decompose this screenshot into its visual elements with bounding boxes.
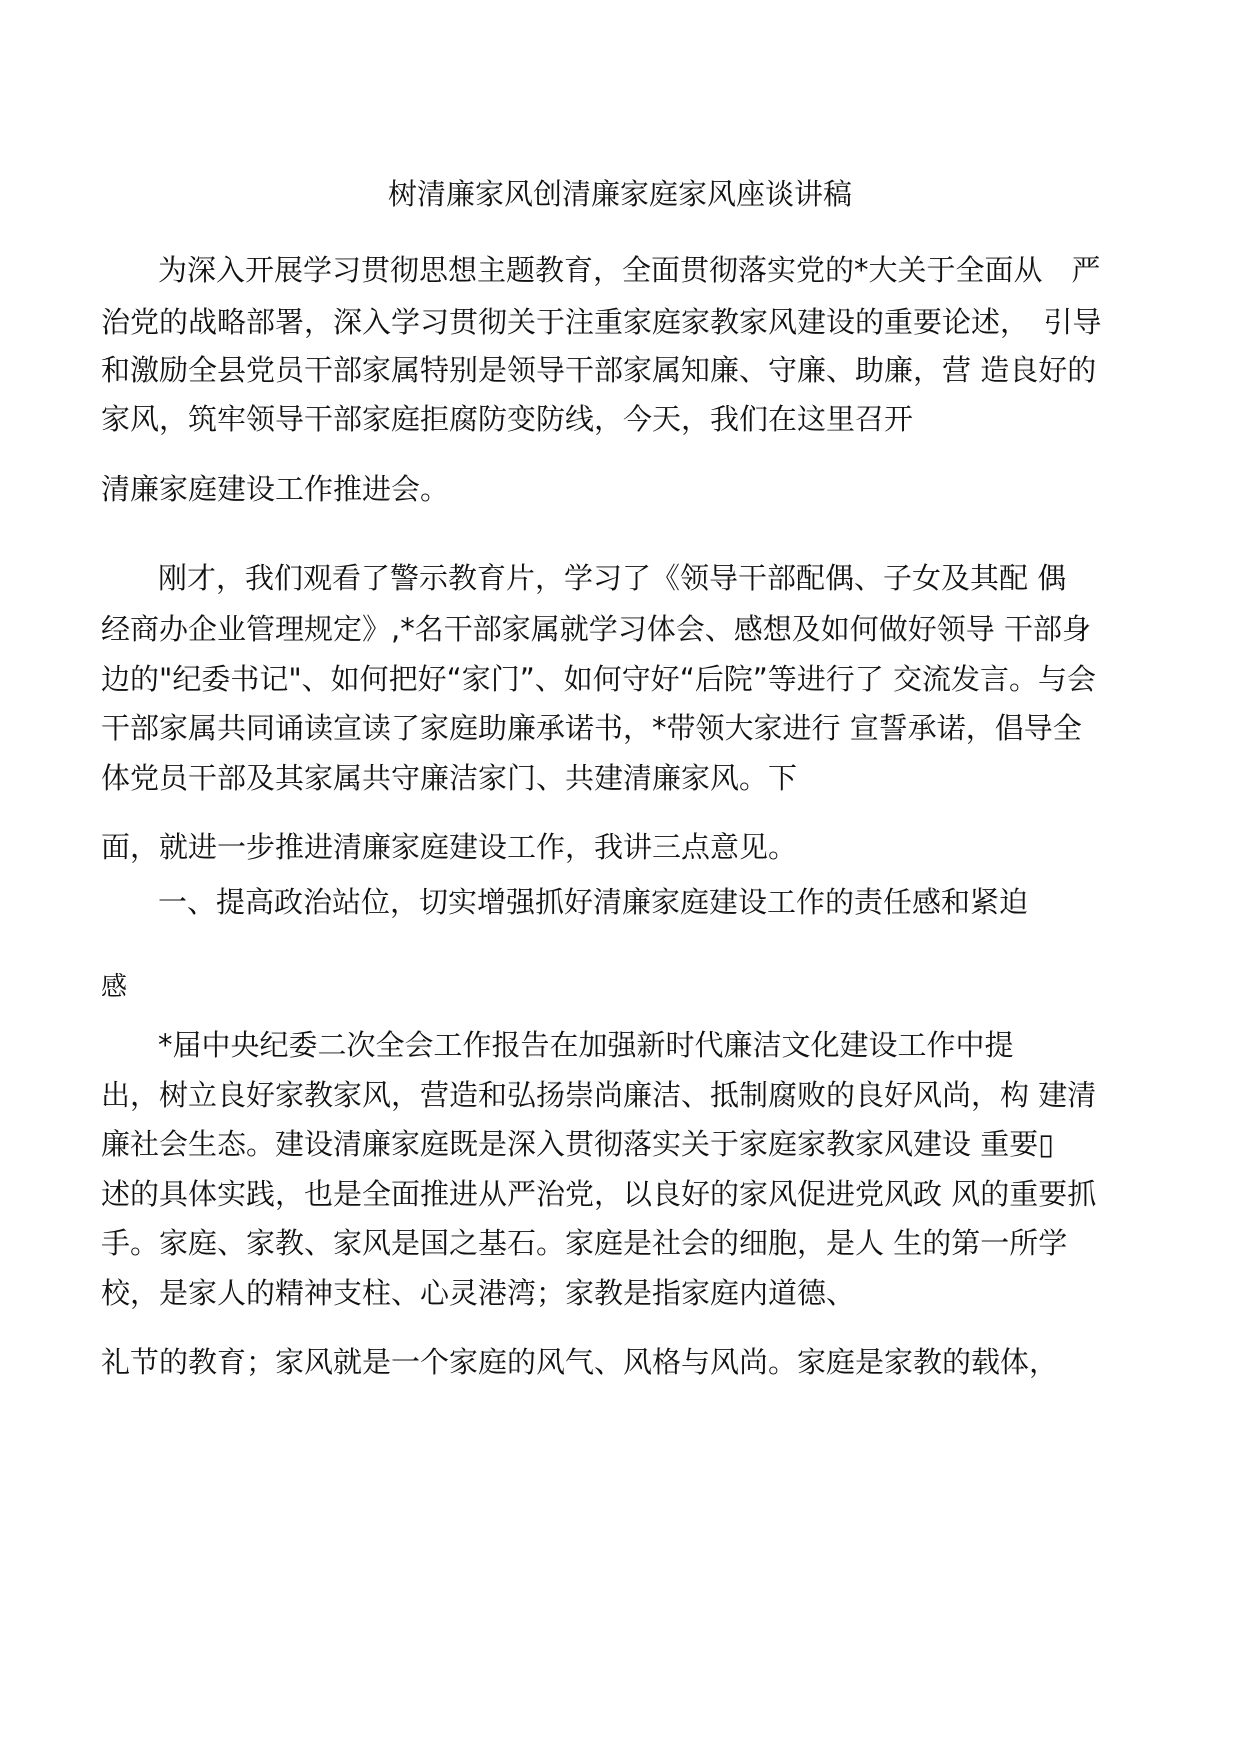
paragraph1-line: 清廉家庭建设工作推进会。 (101, 472, 450, 506)
paragraph3-line: 手。家庭、家教、家风是国之基石。家庭是社会的细胞，是人 生的第一所学 (101, 1226, 1068, 1260)
paragraph1-line: 和激励全县党员干部家属特别是领导干部家属知廉、守廉、助廉，营 造良好的 (101, 353, 1097, 387)
paragraph2-line: 边的"纪委书记"、如何把好“家门”、如何守好“后院”等进行了 交流发言。与会 (101, 662, 1096, 696)
paragraph2-line: 面，就进一步推进清廉家庭建设工作，我讲三点意见。 (101, 830, 798, 864)
paragraph3-line: 廉社会生态。建设清廉家庭既是深入贯彻落实关于家庭家教家风建设 重要▯ (101, 1127, 1055, 1161)
paragraph3-line: 校，是家人的精神支柱、心灵港湾；家教是指家庭内道德、 (101, 1276, 856, 1310)
paragraph3-line: 述的具体实践，也是全面推进从严治党，以良好的家风促进党风政 风的重要抓 (101, 1177, 1097, 1211)
paragraph3-line: 出，树立良好家教家风，营造和弘扬崇尚廉洁、抵制腐败的良好风尚，构 建清 (101, 1078, 1097, 1112)
paragraph2-line: 干部家属共同诵读宣读了家庭助廉承诺书，*带领大家进行 宣誓承诺，倡导全 (101, 711, 1082, 745)
paragraph2-line: 经商办企业管理规定》,*名干部家属就学习体会、感想及如何做好领导 干部身 (101, 612, 1091, 646)
paragraph1-line: 为深入开展学习贯彻思想主题教育，全面贯彻落实党的*大关于全面从 严 (158, 253, 1101, 287)
paragraph2-line: 体党员干部及其家属共守廉洁家门、共建清廉家风。下 (101, 761, 798, 795)
paragraph3-line: *届中央纪委二次全会工作报告在加强新时代廉洁文化建设工作中提 (158, 1028, 1014, 1062)
paragraph2-line: 刚才，我们观看了警示教育片，学习了《领导干部配偶、子女及其配 偶 (158, 561, 1067, 595)
section-heading-line: 感 (101, 972, 128, 1002)
paragraph3-line: 礼节的教育；家风就是一个家庭的风气、风格与风尚。家庭是家教的载体， (101, 1345, 1059, 1379)
paragraph1-line: 治党的战略部署，深入学习贯彻关于注重家庭家教家风建设的重要论述， 引导 (101, 305, 1102, 339)
section-heading-line: 一、提高政治站位，切实增强抓好清廉家庭建设工作的责任感和紧迫 (158, 885, 1029, 919)
paragraph1-line: 家风，筑牢领导干部家庭拒腐防变防线，今天，我们在这里召开 (101, 402, 914, 436)
document-title: 树清廉家风创清廉家庭家风座谈讲稿 (387, 177, 852, 211)
